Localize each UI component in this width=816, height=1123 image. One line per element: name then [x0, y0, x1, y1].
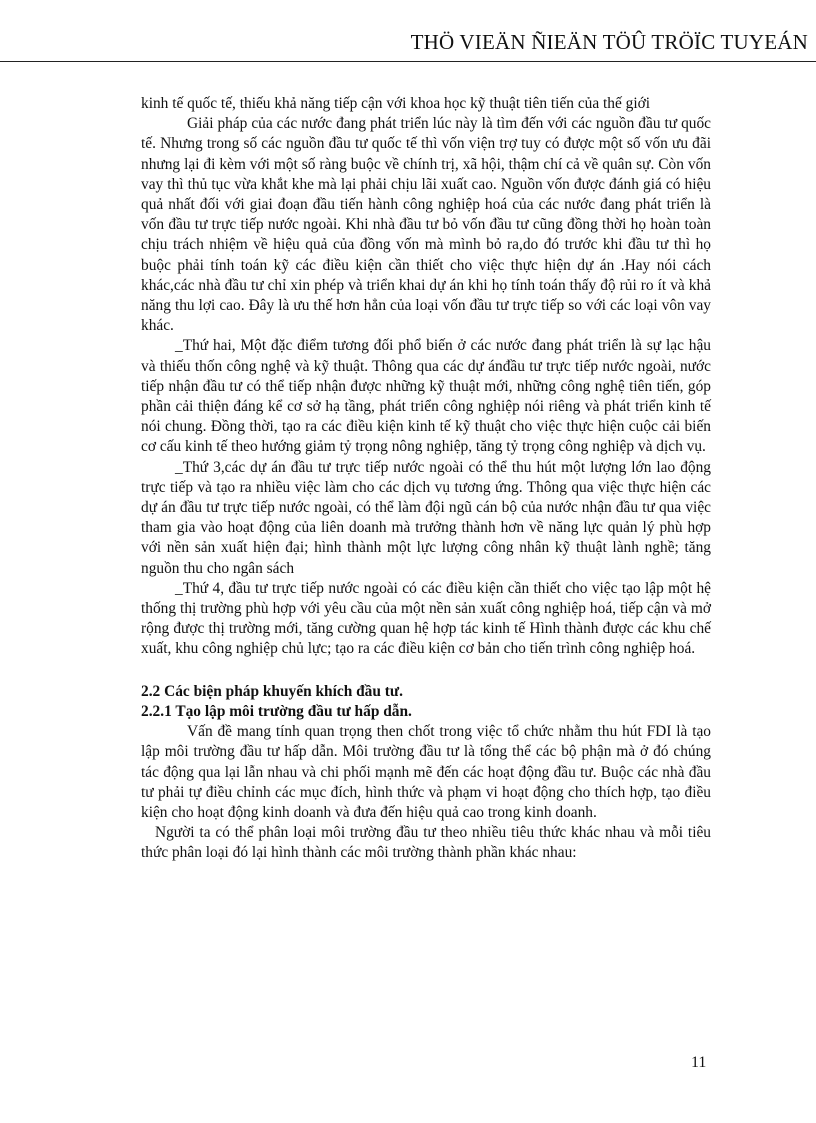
section-heading: 2.2 Các biện pháp khuyến khích đầu tư. [141, 682, 403, 700]
document-body [141, 94, 711, 864]
header-title: THÖ VIEÄN ÑIEÄN TÖÛ TRÖÏC TUYEÁN [410, 30, 808, 54]
paragraph-second-point: _Thứ hai, Một đặc điểm tương đối phổ biến ở các nước đang phát triển là sự lạc hậu và thiếu thốn công nghệ và kỹ thuật. Thông qua các dự ánđầu tư trực tiếp nước ngoài, nước tiếp nhận đầu tư có thể tiếp nhận được những kỹ thuật mới, những công nghệ tiên tiến, góp phần cải thiện đáng kể cơ sở hạ tầng, phát triển công nghiệp nói riêng và phát triển kinh tế nói chung. Đồng thời, tạo ra các điều kiện kinh tế kỹ thuật cho việc thực hiện cuộc cải biến cơ cấu kinh tế theo hướng giảm tỷ trọng nông nghiệp, tăng tỷ trọng công nghiệp và dịch vụ. [141, 337, 711, 456]
page-number: 11 [691, 1054, 707, 1071]
paragraph-classification: Người ta có thể phân loại môi trường đầu tư theo nhiều tiêu thức khác nhau và mỗi tiêu thức phân loại đó lại hình thành các môi trường thành phần khác nhau: [141, 824, 711, 862]
page-header [0, 30, 816, 62]
paragraph-continued: kinh tế quốc tế, thiếu khả năng tiếp cận với khoa học kỹ thuật tiên tiến của thế giới [141, 95, 651, 112]
paragraph-environment: Vấn đề mang tính quan trọng then chốt trong việc tổ chức nhằm thu hút FDI là tạo lập môi trường đầu tư hấp dẫn. Môi trường đầu tư là tổng thể các bộ phận mà ở đó chúng tác động qua lại lẫn nhau và chi phối mạnh mẽ đến các hoạt động đầu tư. Buộc các nhà đầu tư phải tự điều chỉnh các mục đích, hình thức và phạm vi hoạt động cho thích hợp, tạo điều kiện cho hoạt động kinh doanh và đưa đến hiệu quả cao trong kinh doanh. [141, 723, 711, 821]
paragraph-fourth-point: _Thứ 4, đầu tư trực tiếp nước ngoài có các điều kiện cần thiết cho việc tạo lập một hệ thống thị trường phù hợp với yêu cầu của một nền sản xuất công nghiệp hoá, tiếp cận và mở rộng được thị trường mới, tăng cường quan hệ hợp tác kinh tế Hình thành được các khu chế xuất, khu công nghiệp chủ lực; tạo ra các điều kiện cơ bản cho tiến trình công nghiệp hoá. [141, 579, 711, 658]
paragraph-third-point: _Thứ 3,các dự án đầu tư trực tiếp nước ngoài có thể thu hút một lượng lớn lao động trực tiếp và tạo ra nhiều việc làm cho các dịch vụ tương ứng. Thông qua việc thực hiện các dự án đầu tư trực tiếp nước ngoài, có thể làm đội ngũ cán bộ của nước nhận đầu tư qua việc tham gia vào hoạt động của liên doanh mà trưởng thành hơn về năng lực quản lý phù hợp với nền sản xuất hiện đại; hình thành một lực lượng công nhân kỹ thuật lành nghề; tăng nguồn thu cho ngân sách [141, 458, 711, 577]
subsection-heading: 2.2.1 Tạo lập môi trường đầu tư hấp dẫn. [141, 702, 412, 720]
paragraph-solution: Giải pháp của các nước đang phát triển lúc này là tìm đến với các nguồn đầu tư quốc tế. Nhưng trong số các nguồn đầu tư quốc tế thì vốn viện trợ tuy có được một số vốn ưu đãi nhưng lại đi kèm với một số ràng buộc về chính trị, xã hội, thậm chí cả về quân sự. Còn vốn vay thì thủ tục vừa khắt khe mà lại phải chịu lãi xuất cao. Nguồn vốn được đánh giá có hiệu quả nhất đối với giai đoạn đầu tiến hành công nghiệp hoá của các nước đang phát triển là vốn đầu tư trực tiếp nước ngoài. Khi nhà đầu tư bỏ vốn đầu tư cũng đồng thời họ hoàn toàn chịu trách nhiệm về hiệu quả của đồng vốn mà mình bỏ ra,do đó trước khi đầu tư thì họ buộc phải tính toán kỹ các điều kiện cần thiết cho việc thực hiện dự án .Hay nói cách khác,các nhà đầu tư chỉ xin phép và triển khai dự án khi họ tính toán thấy độ rủi ro ít và khả năng thu lợi cao. Đây là ưu thế hơn hẳn của loại vốn đầu tư trực tiếp so với các loại vôn vay khác. [141, 115, 711, 335]
